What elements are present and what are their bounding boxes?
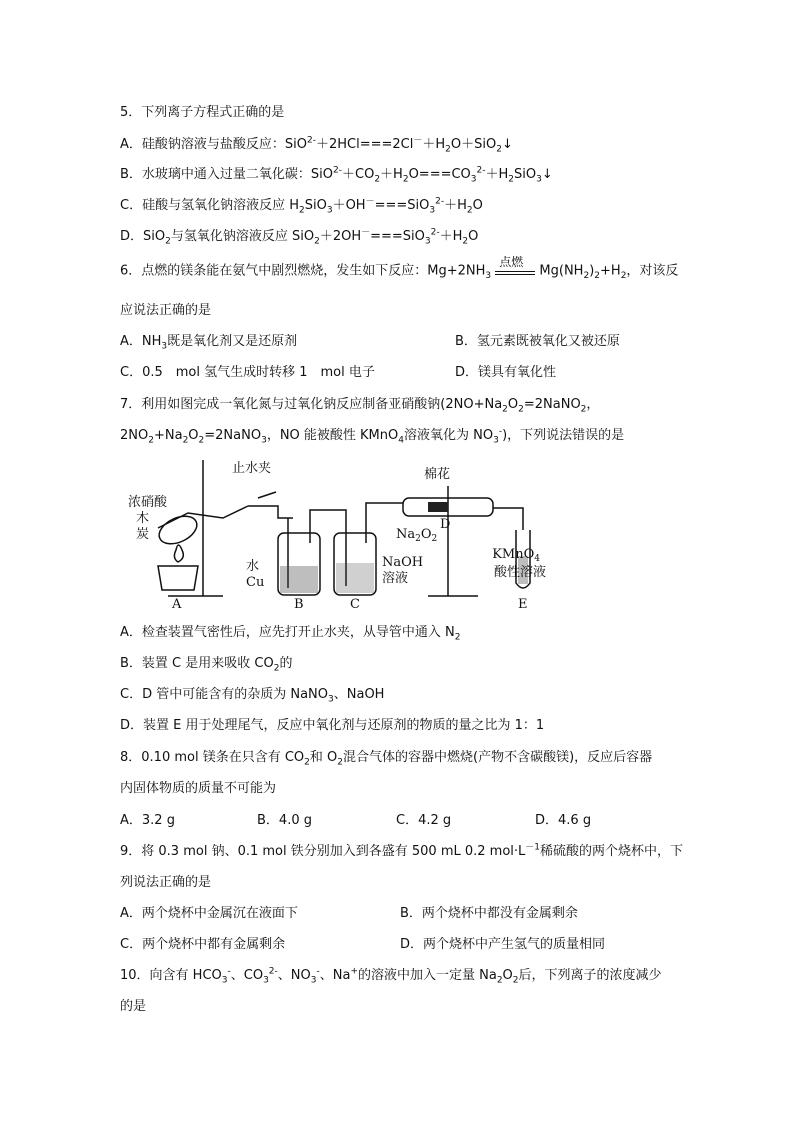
na2o2-solid <box>428 502 448 512</box>
q6-option-d[interactable]: D．镁具有氧化性 <box>455 365 557 380</box>
q5-stem: 5．下列离子方程式正确的是 <box>120 105 285 120</box>
q9-option-b[interactable]: B．两个烧杯中都没有金属剩余 <box>400 906 578 921</box>
bottle-b-liquid <box>280 566 318 593</box>
label-a: A <box>172 597 182 610</box>
q8-option-c[interactable]: C．4.2 g <box>396 813 452 828</box>
q8-option-d[interactable]: D．4.6 g <box>535 813 592 828</box>
label-na2o2: $Na_2O_2$ <box>396 527 438 544</box>
q9-option-c[interactable]: C．两个烧杯中都有金属剩余 <box>120 937 286 952</box>
q5-option-c[interactable]: C．硅酸与氢氧化钠溶液反应 $H_2SiO_3+OH^-===SiO_3^{2-}+H_2O$ <box>120 196 483 216</box>
q7-option-d[interactable]: D．装置 E 用于处理尾气，反应中氧化剂与还原剂的物质的量之比为 1：1 <box>120 718 545 733</box>
label-charcoal-1: 木 <box>136 511 150 526</box>
q9-stem-line2: 列说法正确的是 <box>120 875 212 890</box>
tube-b-c <box>310 510 346 518</box>
label-naoh-1: NaOH <box>382 555 424 570</box>
q10-stem-line2: 的是 <box>120 999 147 1014</box>
q9-option-d[interactable]: D．两个烧杯中产生氢气的质量相同 <box>400 937 606 952</box>
q5-option-a[interactable]: A．硅酸钠溶液与盐酸反应：$SiO^{2-}+2HCl===2Cl^-+H_2O+SiO_2↓$ <box>120 135 513 155</box>
stop-clamp <box>258 492 276 498</box>
label-water: 水 <box>246 559 260 574</box>
q7-option-a[interactable]: A．检查装置气密性后，应先打开止水夹，从导管中通入 $N_2$ <box>120 625 461 643</box>
tube-a-b <box>248 506 293 518</box>
label-acid-solution: 酸性溶液 <box>493 565 546 580</box>
bottle-c-liquid <box>336 563 374 593</box>
q5-option-d[interactable]: D．SiO$_2$与氢氧化钠溶液反应 $SiO_2+2OH^-===SiO_3^{2-}+H_2O$ <box>120 227 479 247</box>
q6-option-b[interactable]: B．氢元素既被氧化又被还原 <box>455 334 620 349</box>
q6-option-a[interactable]: A．$NH_3$既是氧化剂又是还原剂 <box>120 334 298 352</box>
label-naoh-2: 溶液 <box>382 571 409 586</box>
flame <box>174 545 183 562</box>
label-b: B <box>294 597 304 610</box>
tube-d-e <box>493 508 523 530</box>
q8-stem-line1: 8．0.10 mol 镁条在只含有 $CO_2$和 $O_2$混合气体的容器中燃烧(产物不含碳酸镁)，反应后容器 <box>120 750 653 768</box>
q8-stem-line2: 内固体物质的质量不可能为 <box>120 781 277 796</box>
q6-stem-line1: 6．点燃的镁条能在氨气中剧烈燃烧，发生如下反应：$Mg+2NH_3$ 点燃 $Mg(NH_2)_2+H_2$，对该反 <box>120 255 679 282</box>
label-cotton: 棉花 <box>424 467 451 482</box>
q7-option-c[interactable]: C．D 管中可能含有的杂质为 NaNO$_3$、NaOH <box>120 687 385 705</box>
q7-option-b[interactable]: B．装置 C 是用来吸收 $CO_2$的 <box>120 656 293 674</box>
reaction-condition-arrow: 点燃 <box>495 262 535 280</box>
label-charcoal-2: 炭 <box>136 527 150 542</box>
q8-option-a[interactable]: A．3.2 g <box>120 813 175 828</box>
q7-stem-line2: $2NO_2+Na_2O_2=2NaNO_3$，NO 能被酸性 KMnO$_4$溶液氧化为 $NO_3^-$)，下列说法错误的是 <box>120 426 625 446</box>
q5-option-b[interactable]: B．水玻璃中通入过量二氧化碳：$SiO^{2-}+CO_2+H_2O===CO_3^{2-}+H_2SiO_3↓$ <box>120 165 553 185</box>
label-stop-clamp: 止水夹 <box>232 461 272 476</box>
tube-c-d <box>366 503 403 518</box>
q10-stem-line1: 10．向含有 $HCO_3^-$、$CO_3^{2-}$、$NO_3^-$、Na+的溶液中加入一定量 $Na_2O_2$后，下列离子的浓度减少 <box>120 966 662 986</box>
label-e: E <box>518 597 528 610</box>
alcohol-lamp <box>158 566 198 590</box>
label-conc-nitric: 浓硝酸 <box>128 495 168 510</box>
q7-stem-line1: 7．利用如图完成一氧化氮与过氧化钠反应制备亚硝酸钠($2NO+Na_2O_2=2NaNO_2$， <box>120 397 600 415</box>
label-c: C <box>350 597 360 610</box>
label-cu: Cu <box>246 575 265 590</box>
q9-stem-line1: 9．将 0.3 mol 钠、0.1 mol 铁分别加入到各盛有 500 mL 0.2 $mol\cdot L^{-1}$稀硫酸的两个烧杯中，下 <box>120 842 684 859</box>
q6-stem-line2: 应说法正确的是 <box>120 303 212 318</box>
label-d: D <box>440 517 451 532</box>
q9-option-a[interactable]: A．两个烧杯中金属沉在液面下 <box>120 906 298 921</box>
q6-option-c[interactable]: C．0.5 mol 氢气生成时转移 1 mol 电子 <box>120 365 375 380</box>
flask-a <box>155 511 201 550</box>
apparatus-diagram <box>128 458 548 610</box>
q8-option-b[interactable]: B．4.0 g <box>257 813 312 828</box>
label-kmno4: KMnO$_4$ <box>492 547 540 564</box>
